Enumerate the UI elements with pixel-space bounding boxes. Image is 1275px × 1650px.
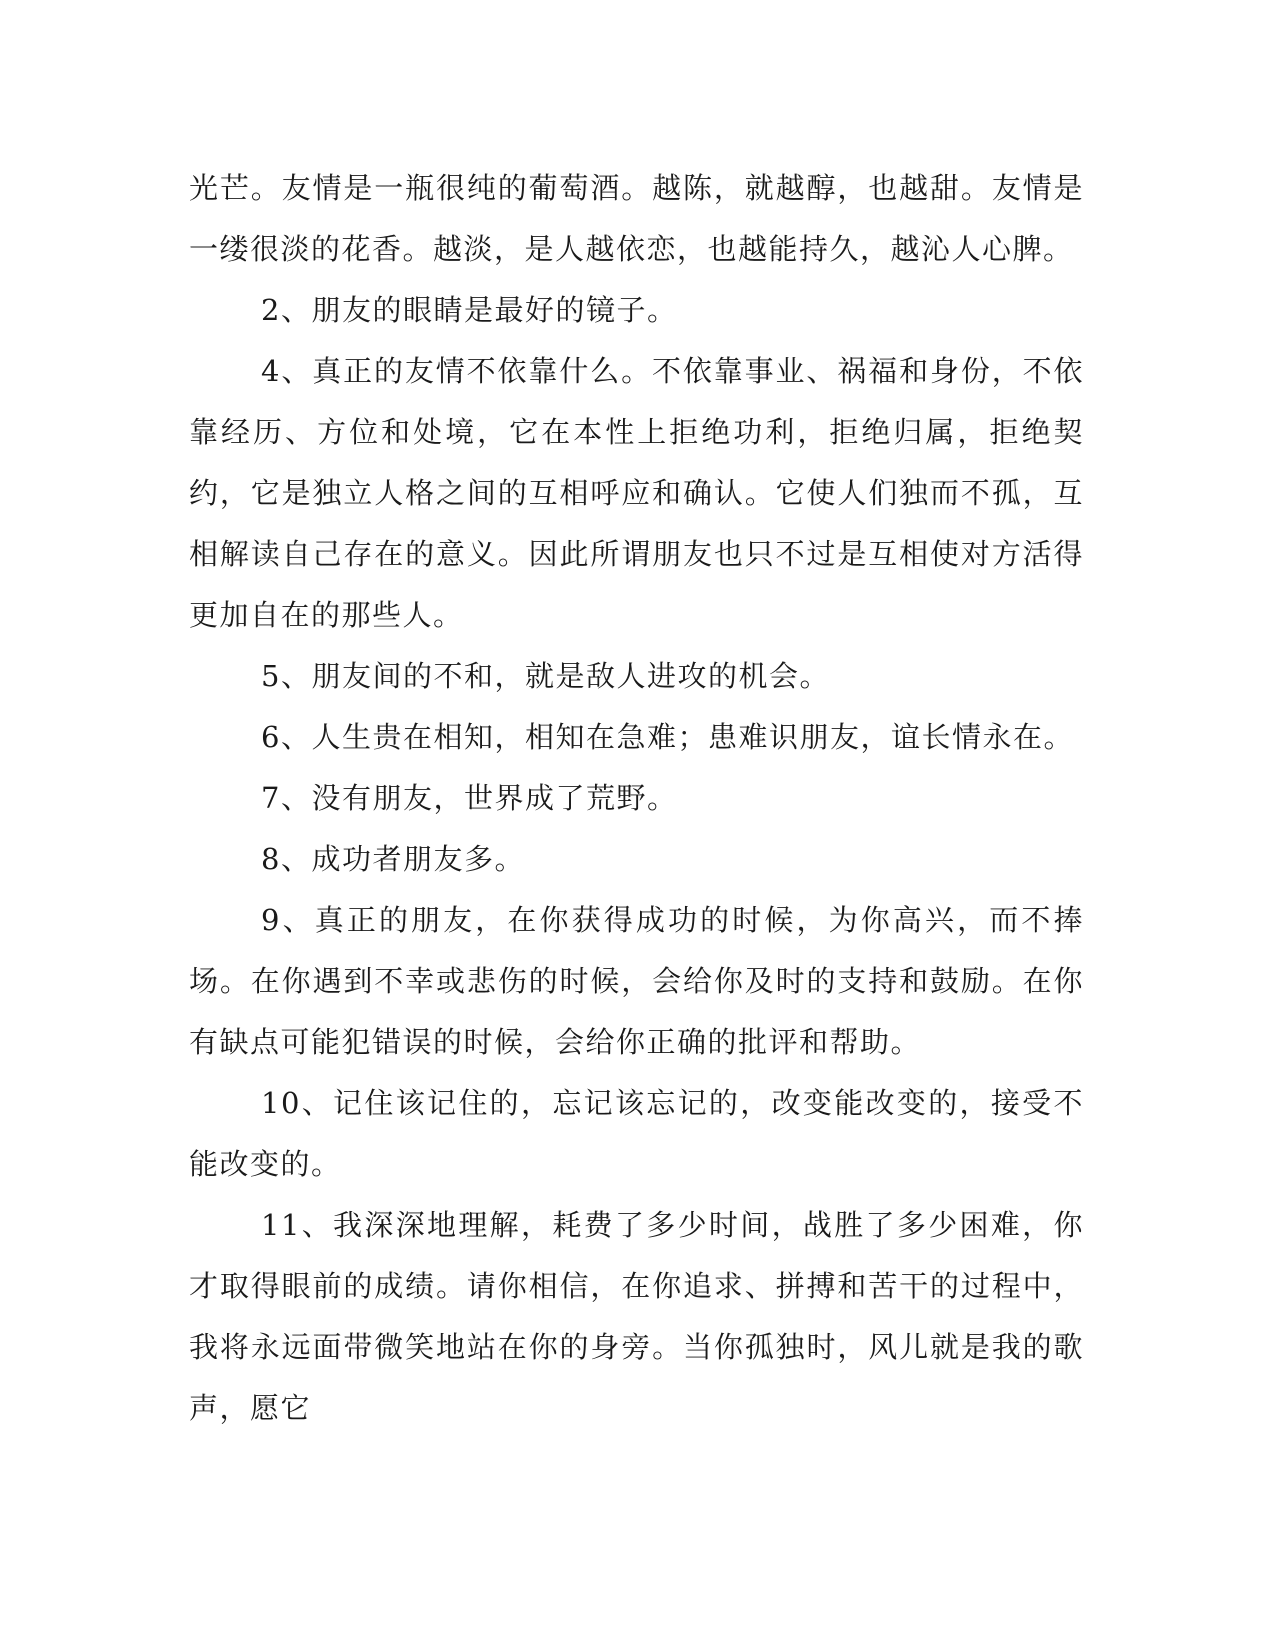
paragraph-item-11: 11、我深深地理解，耗费了多少时间，战胜了多少困难，你才取得眼前的成绩。请你相信，在你追求、拼搏和苦干的过程中，我将永远面带微笑地站在你的身旁。当你孤独时，风儿就是我的歌声，愿它 <box>189 1208 1084 1425</box>
paragraph-item-6: 6、人生贵在相知，相知在急难；患难识朋友，谊长情永在。 <box>261 720 1074 754</box>
paragraph-item-7: 7、没有朋友，世界成了荒野。 <box>261 781 678 815</box>
paragraph-item-9: 9、真正的朋友，在你获得成功的时候，为你高兴，而不捧场。在你遇到不幸或悲伤的时候，会给你及时的支持和鼓励。在你有缺点可能犯错误的时候，会给你正确的批评和帮助。 <box>189 903 1084 1059</box>
document-body <box>189 158 1084 1439</box>
paragraph-item-2: 2、朋友的眼睛是最好的镜子。 <box>261 293 678 327</box>
paragraph-continuation: 光芒。友情是一瓶很纯的葡萄酒。越陈，就越醇，也越甜。友情是一缕很淡的花香。越淡，是人越依恋，也越能持久，越沁人心脾。 <box>189 171 1084 266</box>
paragraph-item-5: 5、朋友间的不和，就是敌人进攻的机会。 <box>261 659 830 693</box>
paragraph-item-8: 8、成功者朋友多。 <box>261 842 525 876</box>
paragraph-item-10: 10、记住该记住的，忘记该忘记的，改变能改变的，接受不能改变的。 <box>189 1086 1084 1181</box>
paragraph-item-4: 4、真正的友情不依靠什么。不依靠事业、祸福和身份，不依靠经历、方位和处境，它在本性上拒绝功利，拒绝归属，拒绝契约，它是独立人格之间的互相呼应和确认。它使人们独而不孤，互相解读自己存在的意义。因此所谓朋友也只不过是互相使对方活得更加自在的那些人。 <box>189 354 1084 632</box>
